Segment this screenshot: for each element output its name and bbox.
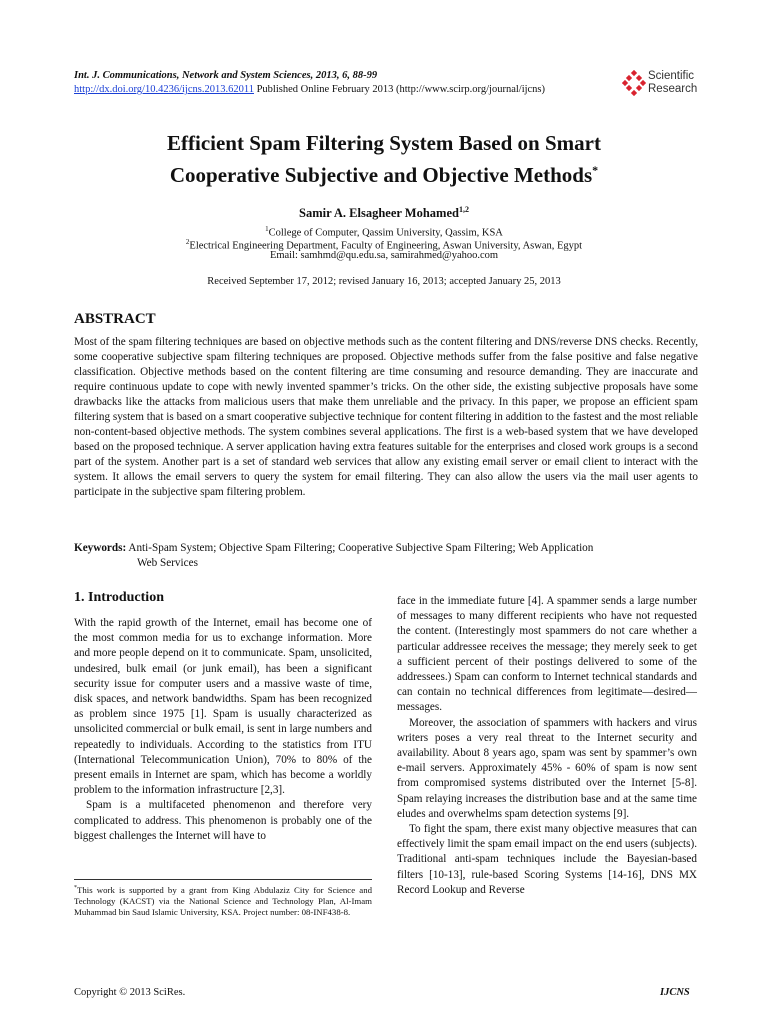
intro-paragraph-2: Spam is a multifaceted phenomenon and therefore very complicated to address. This phenomenon is probably one of the biggest challenges the Internet will have to	[74, 799, 372, 842]
copyright-notice: Copyright © 2013 SciRes.	[74, 987, 186, 998]
author-name	[60, 205, 708, 221]
journal-abbreviation: IJCNS	[660, 987, 690, 998]
right-column	[397, 594, 697, 898]
received-dates: Received September 17, 2012; revised January 16, 2013; accepted January 25, 2013	[207, 276, 561, 287]
logo-text	[648, 70, 697, 96]
footnote-rule	[74, 879, 372, 880]
footnote-text: This work is supported by a grant from King Abdulaziz City for Science and Technology (KACST) via the National Science and Technology Plan, Al-Imam Muhammad bin Saud Islamic University, KSA. Project number: 08-INF438-8.	[74, 884, 372, 917]
journal-name: Int. J. Communications, Network and System Sciences	[74, 70, 311, 81]
footnote-mark: *	[74, 885, 77, 891]
title-footnote-mark: *	[592, 163, 599, 177]
journal-volume: , 2013, 6, 88-99	[310, 70, 378, 81]
left-column	[74, 616, 372, 844]
scirp-logo-icon	[622, 70, 646, 96]
intro-paragraph-3: face in the immediate future [4]. A spammer sends a large number of messages to many different recipients who have not requested the content. (Interestingly most spammers do not care whether a particular addressee receives the message; they merely seek to get a sufficient percent of their postings delivered to some of the addressees.) Spam can conform to Internet technical standards and can contain no technical differences from legitimate—desired—messages.	[397, 595, 697, 714]
paper-title	[60, 130, 708, 189]
abstract-body: Most of the spam filtering techniques are based on objective methods such as the content filtering and DNS/reverse DNS checks. Recently, some cooperative subjective spam filtering techniques are proposed. Objective methods suffer from the false positive and false negative classification. Objective methods based on the content filtering are time consuming and resource demanding. They are inaccurate and require continuous update to cope with newly invented spammer’s tricks. On the other side, the existing subjective proposals have some drawbacks like the attacks from malicious users that make them unreliable and the privacy. In this paper, we propose an efficient spam filtering system that is based on a smart cooperative subjective technique for content filtering in addition to the fastest and the most reliable non-content-based objective methods. The system combines several applications. The first is a web-based system that we have developed based on the proposed technique. A server application having extra features suitable for the enterprises and closed work groups is a second part of the system. Another part is a set of standard web services that allow any existing email server or email client to interact with the system. It allows the email servers to query the system for email filtering. They can also allow the users via the mail user agents to participate in the subjective spam filtering problem.	[74, 336, 698, 498]
author-text: Samir A. Elsagheer Mohamed	[299, 206, 459, 221]
intro-paragraph-1: With the rapid growth of the Internet, email has become one of the most common media for us to exchange information. More and more people depend on it to communicate. Spam, unsolicited, undesired, bulk email (or junk email), has been a significant security issue for computer users and a massive waste of time, disk spaces, and network bandwidths. Spam has been recognized as problem since 1975 [1]. Spam is usually characterized as unsolicited commercial or bulk email, is sent in large numbers and repeatedly to individuals. According to the statistics from ITU (International Telecommunication Union), 70% to 80% of the present emails in Internet are spam, which has become a worldly problem to the information infrastructure [2,3].	[74, 617, 372, 797]
logo-dot	[636, 85, 642, 91]
intro-paragraph-5: To fight the spam, there exist many objective measures that can effectively limit the spam email impact on the end users (subjects). Traditional anti-spam techniques include the Bayesian-based filters [10-13], rule-based Scoring Systems [14-16], DNS MX Record Lookup and Reverse	[397, 823, 697, 896]
aff1-mark: 1	[265, 225, 269, 233]
author-email: Email: samhmd@qu.edu.sa, samirahmed@yahoo.com	[269, 250, 499, 261]
logo-line-2: Research	[648, 83, 698, 95]
aff1-text: College of Computer, Qassim University, Qassim, KSA	[268, 227, 503, 239]
keywords	[74, 541, 698, 571]
logo-dot	[622, 80, 628, 86]
title-line-1: Efficient Spam Filtering System Based on Smart	[167, 131, 601, 155]
keywords-line-2: Web Services	[137, 557, 198, 569]
journal-citation	[74, 70, 377, 81]
intro-paragraph-4: Moreover, the association of spammers with hackers and virus writers poses a very real threat to the Internet security and availability. About 8 years ago, spam was sent by spammer’s own e-mail servers. Approximately 45% - 60% of spam is now sent from compromised systems distributed over the Internet [5-8]. Spam relaying increases the distribution base and at the same time eludes and overwhelms spam detection systems [9].	[397, 716, 697, 820]
section-heading-introduction: 1. Introduction	[74, 590, 164, 605]
logo-dot	[631, 90, 637, 96]
title-line-2-text: Cooperative Subjective and Objective Methods	[169, 163, 593, 187]
logo-dot	[626, 85, 632, 91]
abstract-heading: ABSTRACT	[74, 311, 156, 327]
footnote	[74, 883, 372, 918]
logo-dot	[640, 80, 646, 86]
author-affiliation-mark: 1,2	[458, 205, 469, 214]
title-line-2	[60, 157, 708, 189]
logo-dot	[631, 70, 637, 76]
logo-dot	[631, 80, 637, 86]
published-online: Published Online February 2013 (http://www.scirp.org/journal/ijcns)	[253, 84, 546, 95]
keywords-label: Keywords:	[74, 542, 127, 554]
logo-dot	[626, 75, 632, 81]
logo-dot	[636, 75, 642, 81]
keywords-line-1: Anti-Spam System; Objective Spam Filtering; Cooperative Subjective Spam Filtering; Web Application	[126, 542, 594, 554]
aff2-mark: 2	[185, 238, 190, 246]
doi-line	[74, 84, 545, 95]
doi-link[interactable]: http://dx.doi.org/10.4236/ijcns.2013.62011	[74, 84, 254, 95]
logo-line-1: Scientific	[648, 70, 695, 82]
aff2-text: Electrical Engineering Department, Faculty of Engineering, Aswan University, Aswan, Egypt	[189, 240, 583, 252]
scientific-research-logo	[622, 70, 712, 100]
